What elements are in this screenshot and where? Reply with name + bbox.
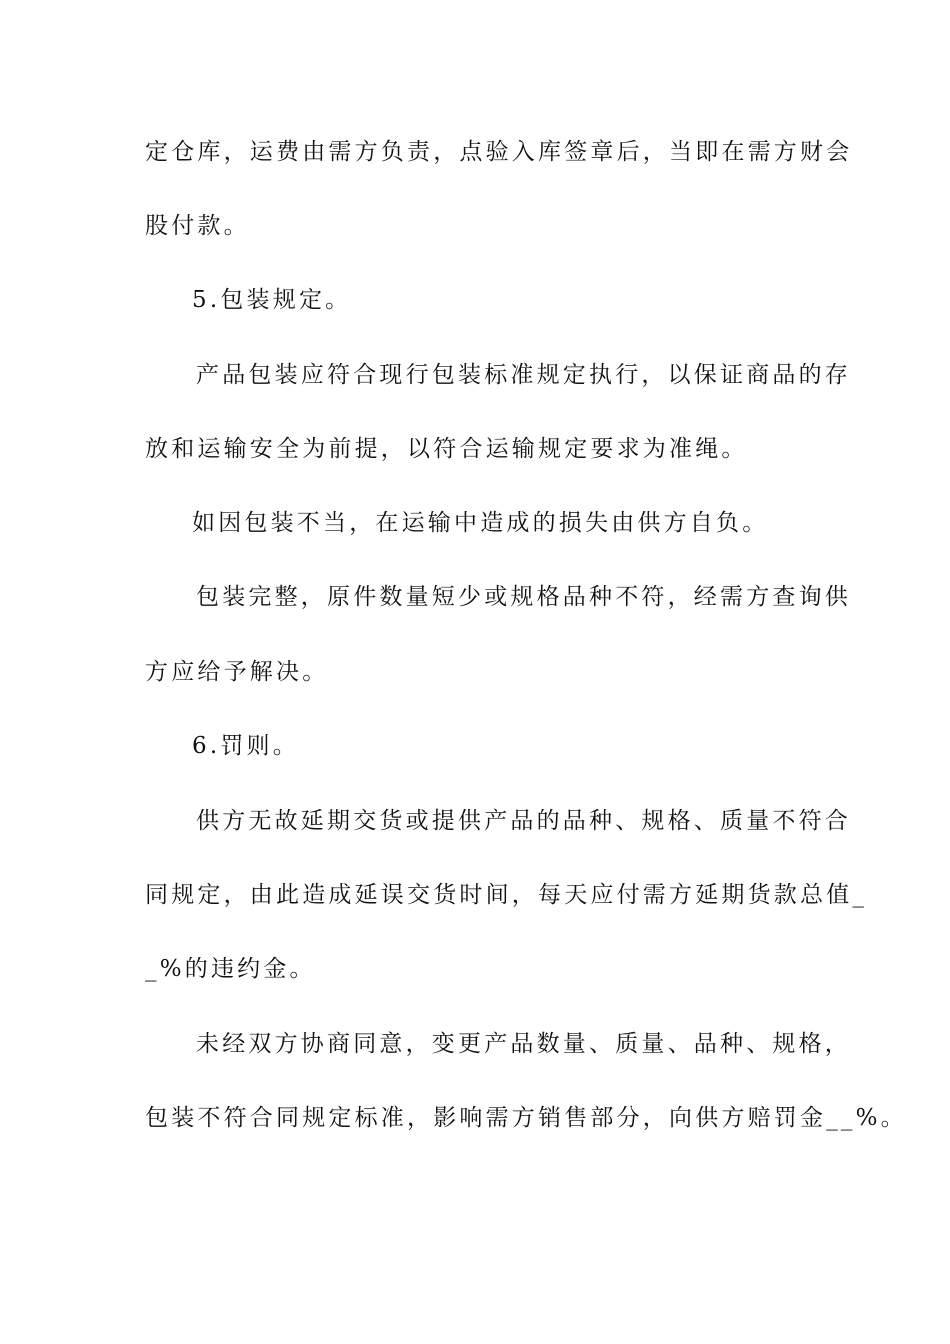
text-line-7: 包装完整，原件数量短少或规格品种不符，经需方查询供 [196, 584, 851, 610]
section-heading-penalties: 6.罚则。 [192, 733, 299, 759]
section-heading-packaging: 5.包装规定。 [192, 287, 352, 313]
text-line-8: 方应给予解决。 [145, 659, 329, 685]
text-line-14: 包装不符合同规定标准，影响需方销售部分，向供方赔罚金__%。 [145, 1105, 907, 1131]
text-line-5: 放和运输安全为前提，以符合运输规定要求为准绳。 [145, 436, 748, 462]
text-line-4: 产品包装应符合现行包装标准规定执行，以保证商品的存 [196, 362, 851, 388]
text-line-10: 供方无故延期交货或提供产品的品种、规格、质量不符合 [196, 808, 851, 834]
text-line-6: 如因包装不当，在运输中造成的损失由供方自负。 [192, 510, 769, 536]
text-line-11: 同规定，由此造成延误交货时间，每天应付需方延期货款总值_ [145, 882, 868, 908]
text-line-1: 定仓库，运费由需方负责，点验入库签章后，当即在需方财会 [145, 139, 853, 165]
text-line-2: 股付款。 [145, 213, 250, 239]
text-line-12: _%的违约金。 [145, 956, 316, 982]
text-line-13: 未经双方协商同意，变更产品数量、质量、品种、规格， [196, 1031, 851, 1057]
